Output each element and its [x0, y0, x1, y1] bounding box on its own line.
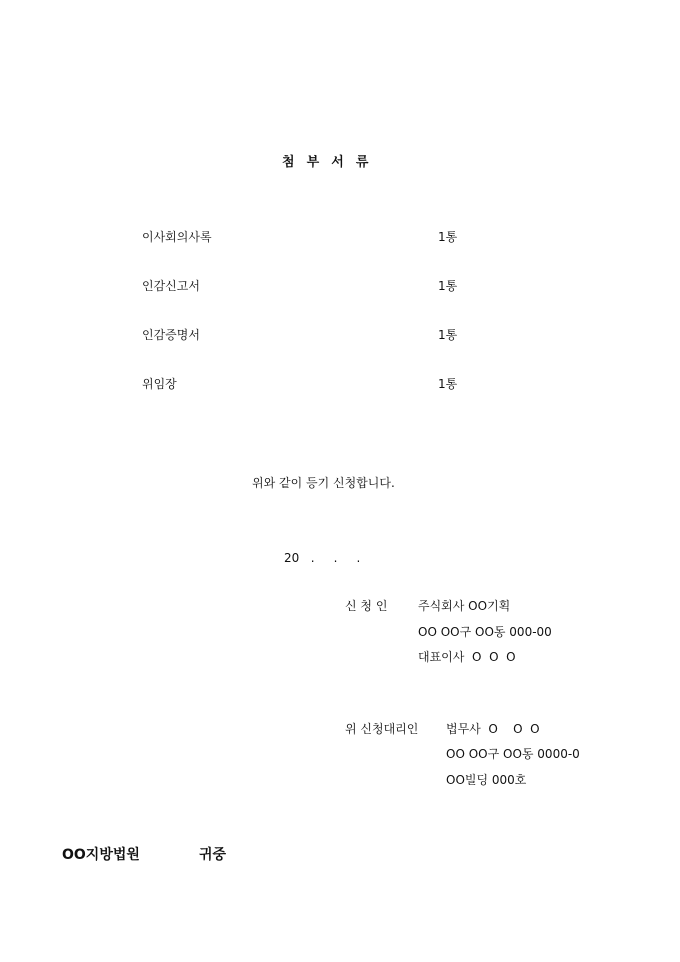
attachment-count: 1통: [438, 328, 458, 342]
attachment-name: 위임장: [142, 377, 177, 391]
court-name: OO지방법원: [62, 847, 140, 863]
agent-label: 위 신청대리인: [345, 722, 419, 736]
agent-address: OO OO구 OO동 0000-0: [446, 747, 580, 761]
attachment-count: 1통: [438, 377, 458, 391]
attachment-name: 이사회의사록: [142, 230, 212, 244]
court-suffix: 귀중: [199, 847, 227, 863]
applicant-address: OO OO구 OO동 000-00: [418, 625, 552, 639]
applicant-representative: 대표이사 O O O: [418, 650, 516, 664]
attachment-name: 인감증명서: [142, 328, 200, 342]
application-statement: 위와 같이 등기 신청합니다.: [252, 476, 395, 490]
application-date: 20 . . .: [284, 551, 361, 565]
agent-building: OO빌딩 000호: [446, 773, 527, 787]
applicant-name: 주식회사 OO기획: [418, 599, 511, 613]
agent-title-name: 법무사 O O O: [446, 722, 540, 736]
document-title: 첨 부 서 류: [282, 155, 370, 170]
attachment-name: 인감신고서: [142, 279, 200, 293]
attachment-count: 1통: [438, 279, 458, 293]
attachment-count: 1통: [438, 230, 458, 244]
applicant-label: 신 청 인: [345, 599, 388, 613]
